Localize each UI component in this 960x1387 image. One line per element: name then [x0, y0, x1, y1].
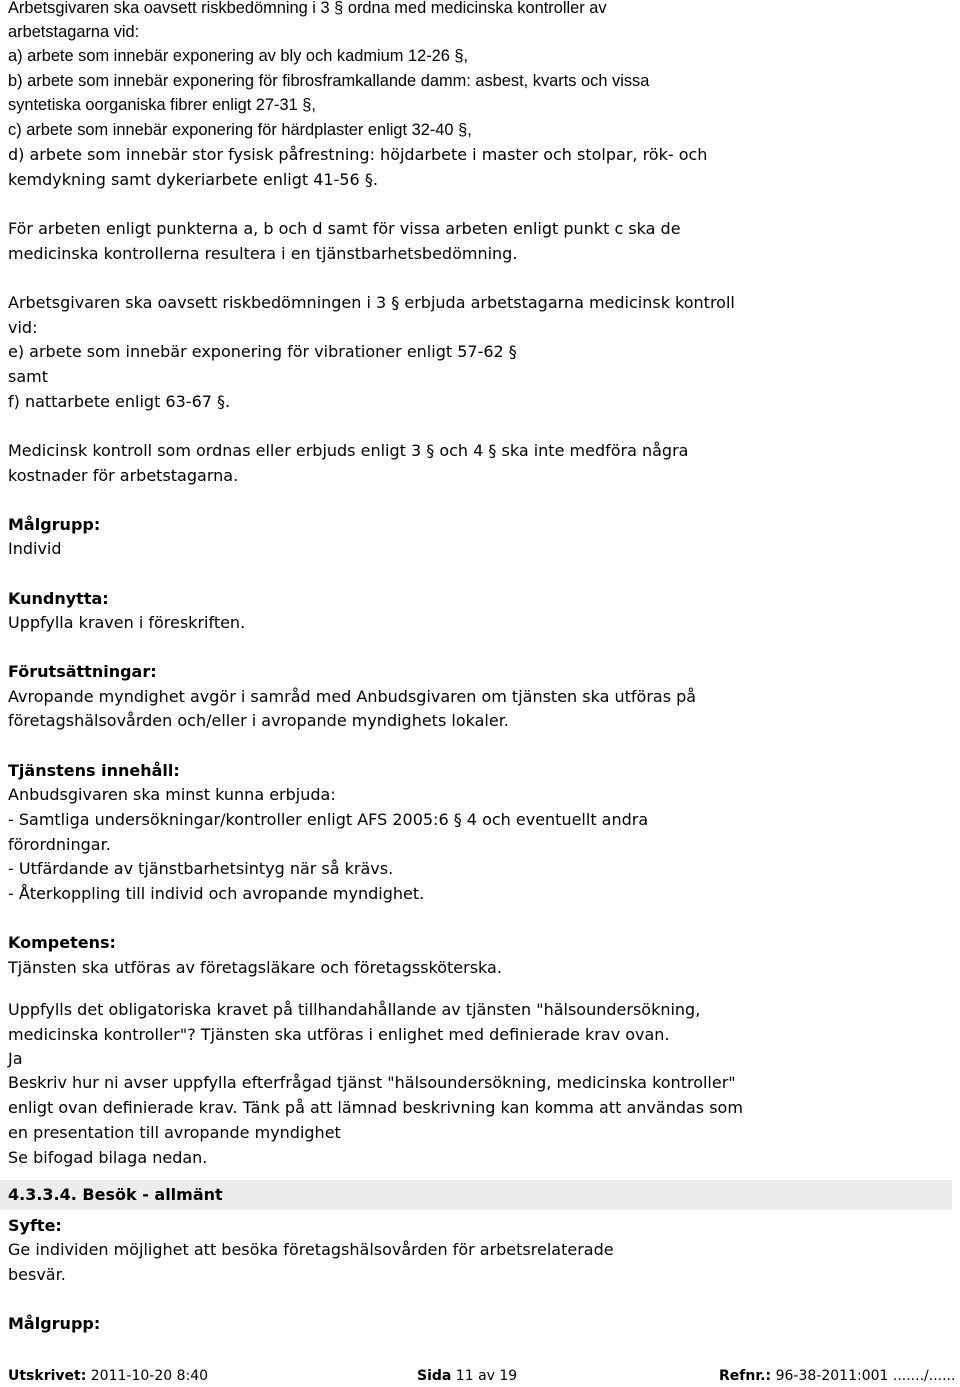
text-line: d) arbete som innebär stor fysisk påfrestning: höjdarbete i master och stolpar, rök- och	[8, 145, 708, 164]
page-number: Sida 11 av 19	[417, 1368, 518, 1384]
field-heading: Målgrupp:	[8, 515, 101, 534]
text-line: vid:	[8, 318, 38, 337]
text-line: - Utfärdande av tjänstbarhetsintyg när så krävs.	[8, 859, 394, 878]
text-line: kostnader för arbetstagarna.	[8, 466, 239, 485]
text-line: c) arbete som innebär exponering för härdplaster enligt 32-40 §,	[8, 121, 472, 139]
field-heading: Kompetens:	[8, 933, 116, 952]
section-heading-bar	[0, 1180, 952, 1210]
text-line: Se bifogad bilaga nedan.	[8, 1148, 208, 1167]
text-line: För arbeten enligt punkterna a, b och d samt för vissa arbeten enligt punkt c ska de	[8, 219, 681, 238]
printed-date: Utskrivet: 2011-10-20 8:40	[8, 1368, 209, 1384]
text-line: besvär.	[8, 1265, 66, 1284]
reference-number: Refnr.: 96-38-2011:001 ......./......	[719, 1368, 956, 1384]
field-heading: Tjänstens innehåll:	[8, 761, 180, 780]
text-line: Medicinsk kontroll som ordnas eller erbjuds enligt 3 § och 4 § ska inte medföra några	[8, 441, 689, 460]
field-heading: Syfte:	[8, 1216, 62, 1235]
text-line: kemdykning samt dykeriarbete enligt 41-56 §.	[8, 170, 378, 189]
text-line: medicinska kontrollerna resultera i en tjänstbarhetsbedömning.	[8, 244, 518, 263]
text-line: Beskriv hur ni avser uppfylla efterfrågad tjänst "hälsoundersökning, medicinska kontroller"	[8, 1073, 736, 1092]
text-line: Individ	[8, 539, 62, 558]
text-line: en presentation till avropande myndighet	[8, 1123, 341, 1142]
field-heading: Förutsättningar:	[8, 662, 157, 681]
text-line: e) arbete som innebär exponering för vibrationer enligt 57-62 §	[8, 342, 517, 361]
text-line: enligt ovan definierade krav. Tänk på att lämnad beskrivning kan komma att användas som	[8, 1098, 743, 1117]
text-line: b) arbete som innebär exponering för fibrosframkallande damm: asbest, kvarts och vissa	[8, 72, 650, 90]
text-line: arbetstagarna vid:	[8, 23, 140, 41]
field-heading: Kundnytta:	[8, 589, 109, 608]
text-line: f) nattarbete enligt 63-67 §.	[8, 392, 231, 411]
text-line: företagshälsovården och/eller i avropande myndighets lokaler.	[8, 711, 509, 730]
text-line: a) arbete som innebär exponering av bly och kadmium 12-26 §,	[8, 47, 469, 65]
text-line: medicinska kontroller"? Tjänsten ska utföras i enlighet med definierade krav ovan.	[8, 1025, 670, 1044]
section-heading: 4.3.3.4. Besök - allmänt	[8, 1185, 223, 1204]
text-line: - Samtliga undersökningar/kontroller enligt AFS 2005:6 § 4 och eventuellt andra	[8, 810, 649, 829]
text-line: förordningar.	[8, 835, 111, 854]
field-heading: Målgrupp:	[8, 1314, 101, 1333]
text-line: Avropande myndighet avgör i samråd med Anbudsgivaren om tjänsten ska utföras på	[8, 687, 697, 706]
text-line: samt	[8, 367, 48, 386]
text-line: Uppfylls det obligatoriska kravet på tillhandahållande av tjänsten "hälsoundersökning,	[8, 1000, 701, 1019]
text-line: Uppfylla kraven i föreskriften.	[8, 613, 246, 632]
text-line: Anbudsgivaren ska minst kunna erbjuda:	[8, 785, 336, 804]
text-line: Tjänsten ska utföras av företagsläkare och företagssköterska.	[8, 958, 502, 977]
text-line: Arbetsgivaren ska oavsett riskbedömningen i 3 § erbjuda arbetstagarna medicinsk kontroll	[8, 293, 735, 312]
page-footer	[8, 1368, 960, 1386]
text-line: syntetiska oorganiska fibrer enligt 27-31 §,	[8, 96, 316, 114]
text-line: - Återkoppling till individ och avropande myndighet.	[8, 884, 425, 903]
text-line: Ja	[8, 1049, 23, 1068]
text-line: Ge individen möjlighet att besöka företagshälsovården för arbetsrelaterade	[8, 1240, 614, 1259]
text-line: Arbetsgivaren ska oavsett riskbedömning i 3 § ordna med medicinska kontroller av	[8, 0, 607, 17]
